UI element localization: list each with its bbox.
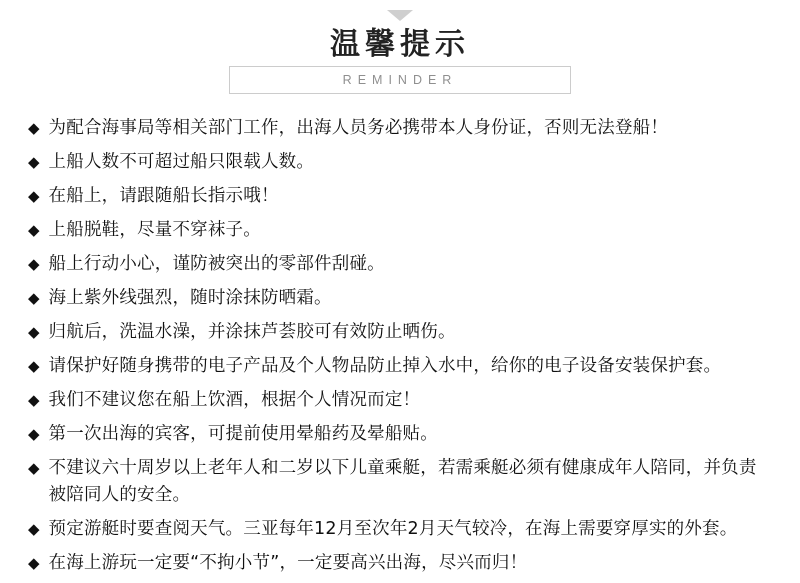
diamond-bullet-icon: ◆ [28,520,40,538]
list-item-text: 船上行动小心，谨防被突出的零部件刮碰。 [48,253,385,274]
triangle-down-icon [387,10,413,21]
page-subtitle: REMINDER [329,73,472,87]
list-item [28,550,770,577]
diamond-bullet-icon: ◆ [28,357,40,375]
list-item-text: 为配合海事局等相关部门工作，出海人员务必携带本人身份证，否则无法登船！ [48,117,669,138]
list-item [28,319,770,346]
list-item-text: 上船人数不可超过船只限载人数。 [48,151,315,172]
list-item-text: 上船脱鞋，尽量不穿袜子。 [48,219,261,240]
diamond-bullet-icon: ◆ [28,391,40,409]
diamond-bullet-icon: ◆ [28,289,40,307]
list-item [28,217,770,244]
diamond-bullet-icon: ◆ [28,323,40,341]
list-item [28,516,770,543]
list-item [28,115,770,142]
diamond-bullet-icon: ◆ [28,425,40,443]
diamond-bullet-icon: ◆ [28,153,40,171]
diamond-bullet-icon: ◆ [28,221,40,239]
notice-list [0,115,800,577]
subtitle-border [229,66,571,94]
header-block [0,26,800,99]
list-item [28,421,770,448]
list-item [28,353,770,380]
list-item [28,251,770,278]
list-item [28,455,770,509]
top-marker [0,0,800,18]
diamond-bullet-icon: ◆ [28,554,40,572]
page-title: 温馨提示 [330,27,470,62]
list-item-text: 海上紫外线强烈，随时涂抹防晒霜。 [48,287,332,308]
list-item [28,387,770,414]
diamond-bullet-icon: ◆ [28,255,40,273]
list-item-text: 第一次出海的宾客，可提前使用晕船药及晕船贴。 [48,423,438,444]
list-item-text: 在海上游玩一定要“不拘小节”，一定要高兴出海，尽兴而归！ [48,552,528,573]
subtitle-frame [229,66,571,94]
list-item-text: 我们不建议您在船上饮酒，根据个人情况而定！ [48,389,421,410]
diamond-bullet-icon: ◆ [28,459,40,477]
list-item-text: 请保护好随身携带的电子产品及个人物品防止掉入水中，给你的电子设备安装保护套。 [48,355,722,376]
list-item [28,183,770,210]
list-item [28,149,770,176]
list-item-text: 不建议六十周岁以上老年人和二岁以下儿童乘艇，若需乘艇必须有健康成年人陪同，并负责被陪同人的安全。 [48,457,757,505]
list-item-text: 归航后，洗温水澡，并涂抹芦荟胶可有效防止晒伤。 [48,321,456,342]
diamond-bullet-icon: ◆ [28,119,40,137]
list-item [28,285,770,312]
list-item-text: 预定游艇时要查阅天气。三亚每年12月至次年2月天气较冷，在海上需要穿厚实的外套。 [48,518,738,539]
list-item-text: 在船上，请跟随船长指示哦！ [48,185,279,206]
diamond-bullet-icon: ◆ [28,187,40,205]
